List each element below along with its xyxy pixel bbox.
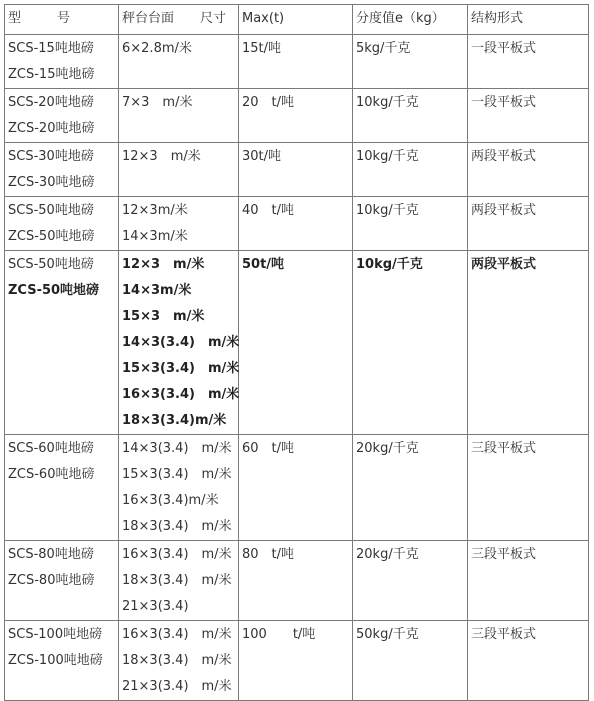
platform-size: 14×3m/米 xyxy=(122,229,188,244)
table-header-row xyxy=(5,5,589,35)
header-max: Max(t) xyxy=(239,5,353,35)
size-cell xyxy=(119,541,239,621)
model-cell xyxy=(5,541,119,621)
size-cell xyxy=(119,197,239,251)
platform-size: 21×3(3.4) m/米 xyxy=(122,679,232,694)
division-cell: 10kg/千克 xyxy=(353,89,468,143)
structure-cell: 三段平板式 xyxy=(468,541,589,621)
platform-size: 15×3 m/米 xyxy=(122,309,205,324)
platform-size: 14×3(3.4) m/米 xyxy=(122,335,240,350)
truck-scale-spec-table xyxy=(4,4,589,701)
size-cell xyxy=(119,35,239,89)
max-cell: 40 t/吨 xyxy=(239,197,353,251)
division-cell: 10kg/千克 xyxy=(353,143,468,197)
platform-size: 6×2.8m/米 xyxy=(122,41,192,56)
max-cell: 80 t/吨 xyxy=(239,541,353,621)
model-name: SCS-50吨地磅 xyxy=(8,257,94,272)
size-cell xyxy=(119,251,239,435)
size-cell xyxy=(119,435,239,541)
platform-size: 12×3 m/米 xyxy=(122,149,201,164)
platform-size: 16×3(3.4)m/米 xyxy=(122,493,219,508)
header-platform-size: 秤台台面 尺寸 xyxy=(119,5,239,35)
structure-cell: 两段平板式 xyxy=(468,197,589,251)
division-cell: 20kg/千克 xyxy=(353,541,468,621)
model-name: SCS-100吨地磅 xyxy=(8,627,103,642)
platform-size: 18×3(3.4) m/米 xyxy=(122,519,232,534)
header-model xyxy=(5,5,119,35)
model-cell xyxy=(5,251,119,435)
platform-size: 15×3(3.4) m/米 xyxy=(122,467,232,482)
platform-size: 16×3(3.4) m/米 xyxy=(122,547,232,562)
max-cell: 100 t/吨 xyxy=(239,621,353,701)
table-row xyxy=(5,89,589,143)
division-cell: 5kg/千克 xyxy=(353,35,468,89)
model-cell xyxy=(5,35,119,89)
model-name: SCS-60吨地磅 xyxy=(8,441,94,456)
model-name: SCS-15吨地磅 xyxy=(8,41,94,56)
structure-cell: 一段平板式 xyxy=(468,35,589,89)
max-cell: 15t/吨 xyxy=(239,35,353,89)
table-row xyxy=(5,197,589,251)
platform-size: 18×3(3.4) m/米 xyxy=(122,573,232,588)
model-name: SCS-20吨地磅 xyxy=(8,95,94,110)
platform-size: 14×3(3.4) m/米 xyxy=(122,441,232,456)
platform-size: 12×3m/米 xyxy=(122,203,188,218)
model-name: ZCS-50吨地磅 xyxy=(8,229,95,244)
model-name: ZCS-100吨地磅 xyxy=(8,653,103,668)
platform-size: 12×3 m/米 xyxy=(122,257,205,272)
model-name: SCS-30吨地磅 xyxy=(8,149,94,164)
model-cell xyxy=(5,435,119,541)
platform-size: 7×3 m/米 xyxy=(122,95,193,110)
platform-size: 15×3(3.4) m/米 xyxy=(122,361,240,376)
structure-cell: 两段平板式 xyxy=(468,143,589,197)
division-cell: 10kg/千克 xyxy=(353,197,468,251)
structure-cell: 三段平板式 xyxy=(468,435,589,541)
platform-size: 18×3(3.4) m/米 xyxy=(122,653,232,668)
max-cell: 60 t/吨 xyxy=(239,435,353,541)
size-cell xyxy=(119,89,239,143)
size-cell xyxy=(119,143,239,197)
max-cell: 20 t/吨 xyxy=(239,89,353,143)
header-model-char-1: 型 xyxy=(8,11,22,26)
platform-size: 16×3(3.4) m/米 xyxy=(122,627,232,642)
header-structure: 结构形式 xyxy=(468,5,589,35)
table-row xyxy=(5,435,589,541)
division-cell: 20kg/千克 xyxy=(353,435,468,541)
division-cell: 10kg/千克 xyxy=(353,251,468,435)
structure-cell: 三段平板式 xyxy=(468,621,589,701)
model-name: ZCS-60吨地磅 xyxy=(8,467,95,482)
model-name: ZCS-80吨地磅 xyxy=(8,573,95,588)
model-name: SCS-50吨地磅 xyxy=(8,203,94,218)
model-name: SCS-80吨地磅 xyxy=(8,547,94,562)
model-name: ZCS-20吨地磅 xyxy=(8,121,95,136)
model-name: ZCS-30吨地磅 xyxy=(8,175,95,190)
structure-cell: 两段平板式 xyxy=(468,251,589,435)
header-model-char-2: 号 xyxy=(57,11,71,26)
model-cell xyxy=(5,143,119,197)
model-cell xyxy=(5,197,119,251)
table-row xyxy=(5,143,589,197)
division-cell: 50kg/千克 xyxy=(353,621,468,701)
max-cell: 30t/吨 xyxy=(239,143,353,197)
model-cell xyxy=(5,89,119,143)
platform-size: 14×3m/米 xyxy=(122,283,192,298)
platform-size: 16×3(3.4) m/米 xyxy=(122,387,240,402)
table-row xyxy=(5,541,589,621)
model-name: ZCS-50吨地磅 xyxy=(8,283,100,298)
table-row xyxy=(5,251,589,435)
platform-size: 18×3(3.4)m/米 xyxy=(122,413,227,428)
header-division: 分度值e（kg） xyxy=(353,5,468,35)
platform-size: 21×3(3.4) xyxy=(122,599,189,614)
model-name: ZCS-15吨地磅 xyxy=(8,67,95,82)
structure-cell: 一段平板式 xyxy=(468,89,589,143)
table-row xyxy=(5,35,589,89)
max-cell: 50t/吨 xyxy=(239,251,353,435)
